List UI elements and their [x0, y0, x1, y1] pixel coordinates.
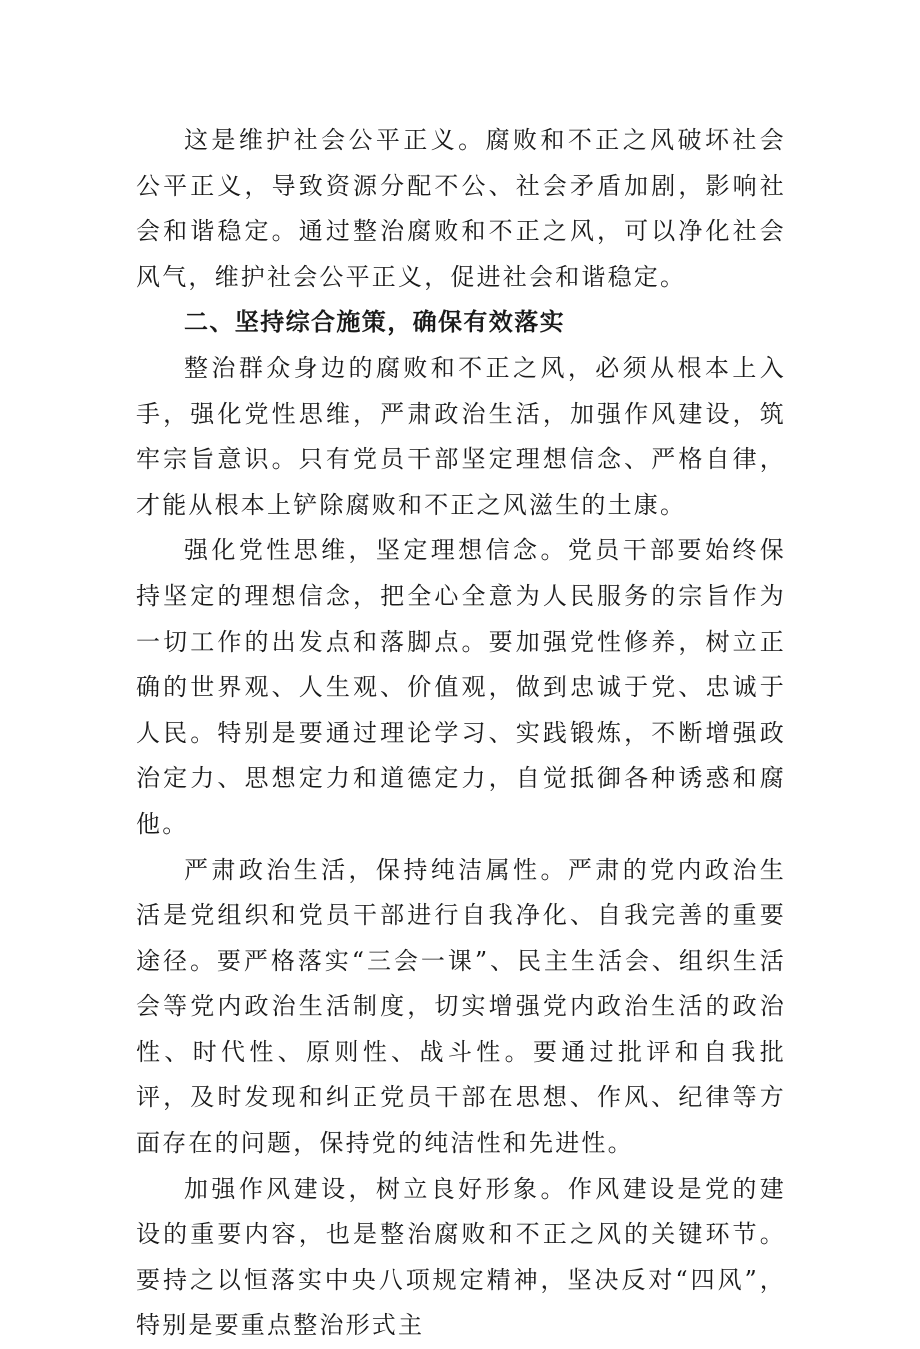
paragraph-work-style: 加强作风建设，树立良好形象。作风建设是党的建设的重要内容，也是整治腐败和不正之风的关键环节。要持之以恒落实中央八项规定精神，坚决反对“四风”，特别是要重点整治形式主	[136, 1174, 786, 1340]
paragraph-social-justice: 这是维护社会公平正义。腐败和不正之风破坏社会公平正义，导致资源分配不公、社会矛盾加剧，影响社会和谐稳定。通过整治腐败和不正之风，可以净化社会风气，维护社会公平正义，促进社会和谐稳定。	[136, 126, 786, 291]
paragraph-political-life: 严肃政治生活，保持纯洁属性。严肃的党内政治生活是党组织和党员干部进行自我净化、自我完善的重要途径。要严格落实“三会一课”、民主生活会、组织生活会等党内政治生活制度，切实增强党内政治生活的政治性、时代性、原则性、战斗性。要通过批评和自我批评，及时发现和纠正党员干部在思想、作风、纪律等方面存在的问题，保持党的纯洁性和先进性。	[136, 855, 786, 1158]
section-heading-2: 二、坚持综合施策，确保有效落实	[184, 308, 565, 337]
paragraph-intro-measures: 整治群众身边的腐败和不正之风，必须从根本上入手，强化党性思维，严肃政治生活，加强作风建设，筑牢宗旨意识。只有党员干部坚定理想信念、严格自律，才能从根本上铲除腐败和不正之风滋生的土康。	[136, 353, 786, 519]
paragraph-party-thinking: 强化党性思维，坚定理想信念。党员干部要始终保持坚定的理想信念，把全心全意为人民服务的宗旨作为一切工作的出发点和落脚点。要加强党性修养，树立正确的世界观、人生观、价值观，做到忠诚于党、忠诚于人民。特别是要通过理论学习、实践锻炼，不断增强政治定力、思想定力和道德定力，自觉抵御各种诱惑和腐他。	[136, 536, 786, 838]
document-body	[136, 118, 786, 1349]
